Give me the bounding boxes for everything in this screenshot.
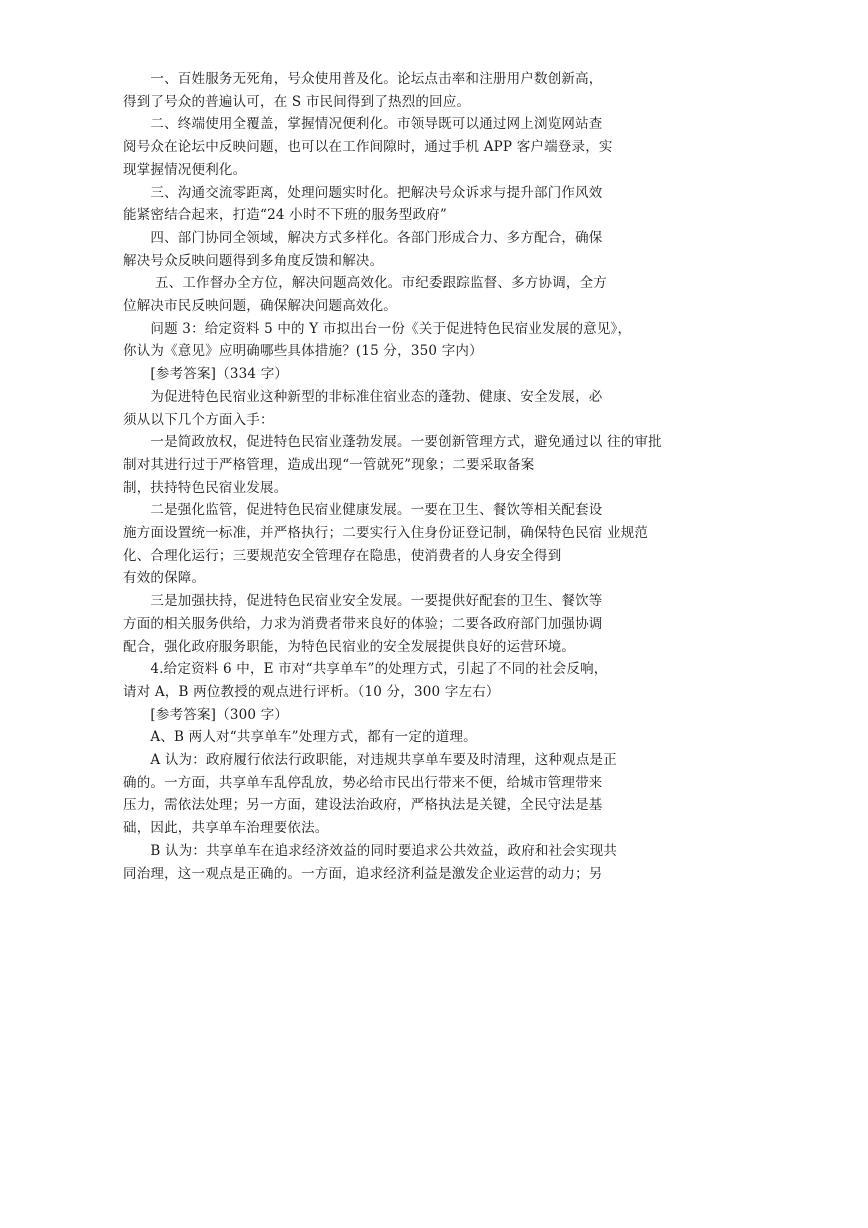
text-line: 解决号众反映问题得到多角度反馈和解决。 [123,252,384,269]
text-line: 得到了号众的普遍认可，在 S 市民间得到了热烈的回应。 [123,93,471,110]
text-line: 现掌握情况便利化。 [123,161,247,178]
text-line: 为促进特色民宿业这种新型的非标准住宿业态的蓬勃、健康、安全发展，必 [123,388,603,405]
text-line: 位解决市民反映问题，确保解决问题高效化。 [123,298,397,314]
text-line: 制对其进行过于严格管理，造成出现“一管就死”现象；二要采取备案 [123,456,535,473]
text-line: [参考答案]（334 字） [123,366,289,383]
text-line: 压力，需依法处理；另一方面，建设法治政府，严格执法是关键，全民守法是基 [123,797,603,814]
text-line: 阅号众在论坛中反映问题，也可以在工作间隙时，通过手机 APP 客户端登录，实 [123,139,613,156]
text-line: 同治理，这一观点是正确的。一方面，追求经济利益是激发企业运营的动力；另 [123,865,603,882]
text-line: 化、合理化运行；三要规范安全管理存在隐患，使消费者的人身安全得到 [123,547,562,564]
text-line: 一是简政放权，促进特色民宿业蓬勃发展。一要创新管理方式，避免通过以 往的审批 [123,434,662,451]
text-line: 问题 3：给定资料 5 中的 Y 市拟出台一份《关于促进特色民宿业发展的意见》， [123,320,632,337]
text-line: 制，扶持特色民宿业发展。 [123,479,288,496]
text-line: B 认为：共享单车在追求经济效益的同时要追求公共效益，政府和社会实现共 [123,842,618,859]
text-line: A 认为：政府履行依法行政职能，对违规共享单车要及时清理，这种观点是正 [123,752,617,768]
text-line: 有效的保障。 [123,570,206,587]
text-line: 4.给定资料 6 中，E 市对“共享单车”的处理方式，引起了不同的社会反响， [123,661,608,678]
text-line: 五、工作督办全方位，解决问题高效化。市纪委跟踪监督、多方协调，全方 [123,275,607,292]
text-line: 一、百姓服务无死角，号众使用普及化。论坛点击率和注册用户数创新高， [123,71,603,87]
text-line: 确的。一方面，共享单车乱停乱放，势必给市民出行带来不便，给城市管理带来 [123,774,603,791]
text-line: 能紧密结合起来，打造“24 小时不下班的服务型政府” [123,207,447,224]
text-line: 配合，强化政府服务职能，为特色民宿业的安全发展提供良好的运营环境。 [123,638,576,655]
text-line: 请对 A，B 两位教授的观点进行评析。（10 分，300 字左右） [123,683,500,700]
text-line: 础，因此，共享单车治理要依法。 [123,820,329,837]
text-line: 二、终端使用全覆盖，掌握情况便利化。市领导既可以通过网上浏览网站查 [123,116,603,133]
text-line: 三是加强扶持，促进特色民宿业安全发展。一要提供好配套的卫生、餐饮等 [123,593,603,610]
text-line: 二是强化监管，促进特色民宿业健康发展。一要在卫生、餐饮等相关配套设 [123,502,603,519]
text-line: 方面的相关服务供给，力求为消费者带来良好的体验；二要各政府部门加强协调 [123,615,603,632]
text-line: 你认为《意见》应明确哪些具体措施？(15 分，350 字内） [123,343,483,360]
text-line: [参考答案]（300 字） [123,706,289,723]
text-line: 须从以下几个方面入手： [123,411,274,428]
text-line: 三、沟通交流零距离，处理问题实时化。把解决号众诉求与提升部门作风效 [123,184,603,201]
text-line: 四、部门协同全领域，解决方式多样化。各部门形成合力、多方配合，确保 [123,229,603,246]
text-line: 施方面设置统一标准，并严格执行；二要实行入住身份证登记制，确保特色民宿 业规范 [123,525,649,541]
text-line: A、B 两人对“共享单车”处理方式，都有一定的道理。 [123,729,477,746]
